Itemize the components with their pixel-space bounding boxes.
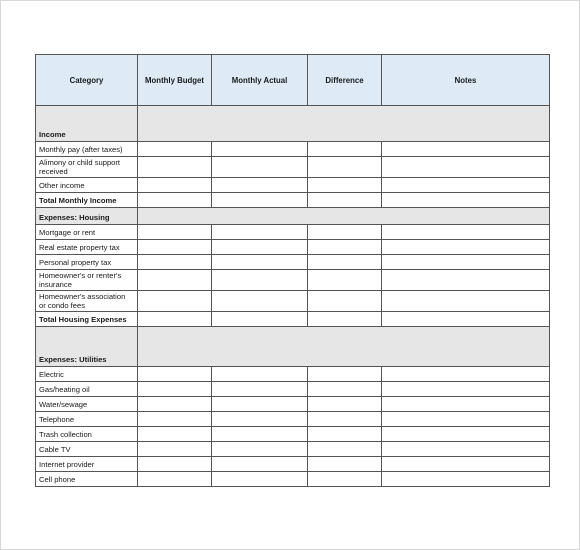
notes-cell[interactable] [382, 367, 550, 382]
total-row [36, 193, 550, 208]
difference-cell[interactable] [308, 427, 382, 442]
budget-cell[interactable] [138, 427, 212, 442]
budget-cell[interactable] [138, 442, 212, 457]
row-label: Gas/heating oil [36, 382, 138, 397]
budget-cell[interactable] [138, 312, 212, 327]
header-difference: Difference [308, 55, 382, 106]
actual-cell[interactable] [212, 472, 308, 487]
table-row [36, 397, 550, 412]
header-notes: Notes [382, 55, 550, 106]
notes-cell[interactable] [382, 142, 550, 157]
monthly-budget-table [35, 54, 550, 487]
budget-cell[interactable] [138, 472, 212, 487]
table-row [36, 255, 550, 270]
difference-cell[interactable] [308, 270, 382, 291]
row-label: Electric [36, 367, 138, 382]
row-label: Personal property tax [36, 255, 138, 270]
row-label: Water/sewage [36, 397, 138, 412]
difference-cell[interactable] [308, 255, 382, 270]
difference-cell[interactable] [308, 312, 382, 327]
notes-cell[interactable] [382, 270, 550, 291]
actual-cell[interactable] [212, 270, 308, 291]
actual-cell[interactable] [212, 193, 308, 208]
table-row [36, 457, 550, 472]
notes-cell[interactable] [382, 178, 550, 193]
budget-cell[interactable] [138, 270, 212, 291]
notes-cell[interactable] [382, 312, 550, 327]
table-row [36, 412, 550, 427]
table-row [36, 291, 550, 312]
budget-cell[interactable] [138, 397, 212, 412]
difference-cell[interactable] [308, 178, 382, 193]
header-category: Category [36, 55, 138, 106]
section-housing [36, 208, 550, 225]
actual-cell[interactable] [212, 178, 308, 193]
notes-cell[interactable] [382, 382, 550, 397]
row-label: Internet provider [36, 457, 138, 472]
notes-cell[interactable] [382, 255, 550, 270]
notes-cell[interactable] [382, 157, 550, 178]
row-label: Alimony or child support received [36, 157, 138, 178]
row-label: Real estate property tax [36, 240, 138, 255]
notes-cell[interactable] [382, 225, 550, 240]
section-title: Expenses: Housing [36, 208, 138, 225]
section-utilities [36, 327, 550, 367]
row-label: Homeowner's or renter's insurance [36, 270, 138, 291]
notes-cell[interactable] [382, 193, 550, 208]
table-row [36, 157, 550, 178]
row-label: Monthly pay (after taxes) [36, 142, 138, 157]
table-row [36, 178, 550, 193]
actual-cell[interactable] [212, 157, 308, 178]
difference-cell[interactable] [308, 291, 382, 312]
header-row [36, 55, 550, 106]
table-row [36, 225, 550, 240]
actual-cell[interactable] [212, 367, 308, 382]
actual-cell[interactable] [212, 225, 308, 240]
notes-cell[interactable] [382, 240, 550, 255]
row-label: Cell phone [36, 472, 138, 487]
budget-cell[interactable] [138, 367, 212, 382]
row-label: Mortgage or rent [36, 225, 138, 240]
table-row [36, 367, 550, 382]
budget-cell[interactable] [138, 255, 212, 270]
header-monthly-budget: Monthly Budget [138, 55, 212, 106]
actual-cell[interactable] [212, 457, 308, 472]
actual-cell[interactable] [212, 240, 308, 255]
difference-cell[interactable] [308, 225, 382, 240]
difference-cell[interactable] [308, 397, 382, 412]
difference-cell[interactable] [308, 193, 382, 208]
header-monthly-actual: Monthly Actual [212, 55, 308, 106]
row-label: Other income [36, 178, 138, 193]
table-row [36, 270, 550, 291]
actual-cell[interactable] [212, 382, 308, 397]
notes-cell[interactable] [382, 472, 550, 487]
notes-cell[interactable] [382, 427, 550, 442]
difference-cell[interactable] [308, 240, 382, 255]
difference-cell[interactable] [308, 412, 382, 427]
budget-cell[interactable] [138, 193, 212, 208]
notes-cell[interactable] [382, 397, 550, 412]
difference-cell[interactable] [308, 142, 382, 157]
budget-cell[interactable] [138, 142, 212, 157]
section-income [36, 106, 550, 142]
actual-cell[interactable] [212, 427, 308, 442]
notes-cell[interactable] [382, 442, 550, 457]
total-row [36, 312, 550, 327]
table-row [36, 240, 550, 255]
budget-cell[interactable] [138, 412, 212, 427]
table-row [36, 427, 550, 442]
budget-cell[interactable] [138, 382, 212, 397]
row-label: Total Monthly Income [36, 193, 138, 208]
actual-cell[interactable] [212, 142, 308, 157]
budget-cell[interactable] [138, 157, 212, 178]
actual-cell[interactable] [212, 412, 308, 427]
row-label: Cable TV [36, 442, 138, 457]
row-label: Trash collection [36, 427, 138, 442]
section-title: Expenses: Utilities [36, 327, 138, 367]
row-label: Total Housing Expenses [36, 312, 138, 327]
notes-cell[interactable] [382, 457, 550, 472]
difference-cell[interactable] [308, 457, 382, 472]
notes-cell[interactable] [382, 412, 550, 427]
budget-cell[interactable] [138, 225, 212, 240]
row-label: Homeowner's association or condo fees [36, 291, 138, 312]
section-title: Income [36, 106, 138, 142]
table-row [36, 382, 550, 397]
table-row [36, 442, 550, 457]
table-row [36, 142, 550, 157]
difference-cell[interactable] [308, 367, 382, 382]
actual-cell[interactable] [212, 442, 308, 457]
budget-cell[interactable] [138, 178, 212, 193]
actual-cell[interactable] [212, 255, 308, 270]
actual-cell[interactable] [212, 397, 308, 412]
budget-cell[interactable] [138, 457, 212, 472]
notes-cell[interactable] [382, 291, 550, 312]
row-label: Telephone [36, 412, 138, 427]
difference-cell[interactable] [308, 157, 382, 178]
difference-cell[interactable] [308, 472, 382, 487]
table-row [36, 472, 550, 487]
actual-cell[interactable] [212, 291, 308, 312]
budget-cell[interactable] [138, 240, 212, 255]
budget-cell[interactable] [138, 291, 212, 312]
difference-cell[interactable] [308, 382, 382, 397]
actual-cell[interactable] [212, 312, 308, 327]
difference-cell[interactable] [308, 442, 382, 457]
